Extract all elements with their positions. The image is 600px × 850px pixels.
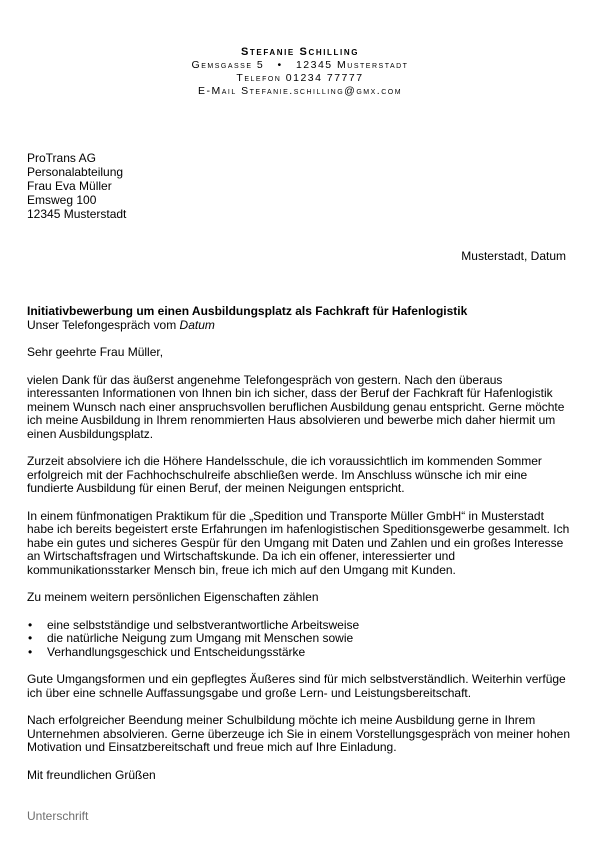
letterhead (0, 45, 600, 98)
sender-address: Gemsgasse 5 • 12345 Musterstadt (191, 59, 409, 71)
reference-prefix: Unser Telefongespräch vom (27, 317, 180, 332)
paragraph-qualities-intro: Zu meinem weitern persönlichen Eigenschaften zählen (27, 590, 319, 604)
signature: Unterschrift (27, 809, 89, 823)
recipient-department: Personalabteilung (27, 165, 124, 179)
qualities-list (27, 619, 572, 660)
list-item-text: eine selbstständige und selbstverantwortliche Arbeitsweise (47, 617, 360, 632)
paragraph-manners: Gute Umgangsformen und ein gepflegtes Äußeres sind für mich selbstverständlich. Weiterhin verfüge ich über eine schnelle Auffassungsgabe und große Lern- und Leistungsbereitschaft. (27, 672, 566, 700)
list-item (27, 646, 572, 660)
recipient-city: 12345 Musterstadt (27, 207, 127, 221)
sender-name: Stefanie Schilling (240, 46, 360, 58)
paragraph-closing: Nach erfolgreicher Beendung meiner Schulbildung möchte ich meine Ausbildung gerne in Ihrem Unternehmen absolvieren. Gerne überzeuge ich Sie in einem Vorstellungsgespräch von meiner hohen Motivation und Einsatzbereitschaft und freue mich auf Ihre Einladung. (27, 713, 570, 754)
letter-body (27, 305, 572, 824)
list-item-text: die natürliche Neigung zum Umgang mit Menschen sowie (47, 631, 354, 645)
sender-phone: Telefon 01234 77777 (236, 72, 364, 84)
bullet-icon: • (28, 644, 33, 659)
reference-date: Datum (179, 317, 215, 332)
greeting: Mit freundlichen Grüßen (27, 767, 156, 782)
recipient-address-block (27, 151, 126, 221)
recipient-contact: Frau Eva Müller (27, 179, 112, 193)
sender-email: E-Mail Stefanie.schilling@gmx.com (197, 85, 403, 97)
list-item-text: Verhandlungsgeschick und Entscheidungsstärke (47, 644, 306, 659)
bullet-icon: • (28, 631, 33, 645)
paragraph-school: Zurzeit absolviere ich die Höhere Handelsschule, die ich voraussichtlich im kommenden Sommer erfolgreich mit der Fachhochschulreife abschließen werde. Im Anschluss wünsche ich mir eine fundierte Ausbildung für einen Beruf, der meinen Neigungen entspricht. (27, 454, 542, 495)
recipient-company: ProTrans AG (27, 151, 96, 165)
list-item (27, 619, 572, 633)
paragraph-thanks: vielen Dank für das äußerst angenehme Telefongespräch von gestern. Nach den überaus interessanten Informationen von Ihnen bin ich sicher, dass der Beruf der Fachkraft für Hafenlogistik meinem Wunsch nach einer anspruchsvollen beruflichen Ausbildung genau entspricht. Gerne möchte ich meine Ausbildung in Ihrem renommierten Haus absolvieren und bewerbe mich daher hiermit um einen Ausbildungsplatz. (27, 372, 565, 441)
paragraph-internship: In einem fünfmonatigen Praktikum für die „Spedition und Transporte Müller GmbH“ in Musterstadt habe ich bereits begeistert erste Erfahrungen im hafenlogistischen Speditionsgewerbe gesammelt. Ich habe ein gutes und sicheres Gespür für den Umgang mit Daten und Zahlen und ein großes Interesse an Wirtschaftsfragen und Wirtschaftskunde. Da ich ein offener, interessierter und kommunikationsstarker Mensch bin, freue ich mich auf den Umgang mit Kunden. (27, 508, 570, 577)
recipient-street: Emsweg 100 (27, 193, 97, 207)
subject-line: Initiativbewerbung um einen Ausbildungsplatz als Fachkraft für Hafenlogistik (27, 304, 468, 318)
date-line: Musterstadt, Datum (461, 249, 566, 263)
list-item (27, 632, 572, 646)
salutation: Sehr geehrte Frau Müller, (27, 345, 164, 359)
subject-reference (27, 319, 572, 333)
bullet-icon: • (28, 617, 33, 632)
